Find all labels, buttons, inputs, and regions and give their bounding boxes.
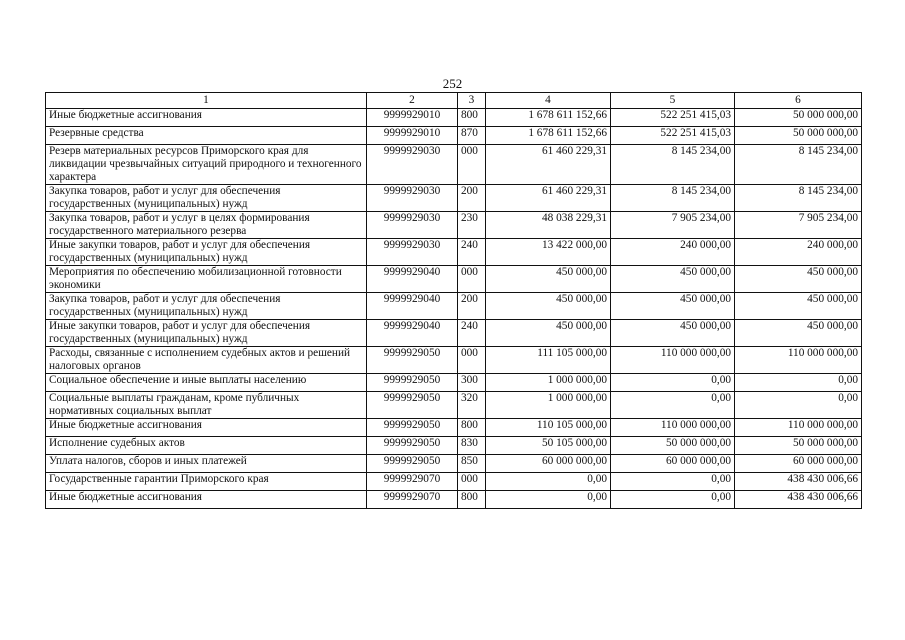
- header-row: [46, 93, 862, 109]
- amount-col4: 450 000,00: [486, 266, 611, 293]
- target-code: 9999929030: [367, 239, 458, 266]
- item-name: Социальные выплаты гражданам, кроме публичных нормативных социальных выплат: [46, 392, 367, 419]
- amount-col4: 60 000 000,00: [486, 455, 611, 473]
- amount-col6: 8 145 234,00: [735, 185, 862, 212]
- amount-col6: 110 000 000,00: [735, 419, 862, 437]
- amount-col6: 0,00: [735, 392, 862, 419]
- expense-type: 800: [458, 419, 486, 437]
- budget-table: [45, 92, 862, 509]
- amount-col5: 0,00: [611, 473, 735, 491]
- table-row: [46, 127, 862, 145]
- item-name: Иные бюджетные ассигнования: [46, 491, 367, 509]
- amount-col6: 240 000,00: [735, 239, 862, 266]
- item-name: Государственные гарантии Приморского края: [46, 473, 367, 491]
- item-name: Иные закупки товаров, работ и услуг для обеспечения государственных (муниципальных) нужд: [46, 239, 367, 266]
- column-header: 1: [46, 93, 367, 109]
- target-code: 9999929010: [367, 127, 458, 145]
- item-name: Закупка товаров, работ и услуг для обеспечения государственных (муниципальных) нужд: [46, 185, 367, 212]
- amount-col5: 110 000 000,00: [611, 419, 735, 437]
- amount-col5: 110 000 000,00: [611, 347, 735, 374]
- amount-col6: 438 430 006,66: [735, 473, 862, 491]
- expense-type: 000: [458, 473, 486, 491]
- expense-type: 800: [458, 491, 486, 509]
- amount-col5: 0,00: [611, 392, 735, 419]
- amount-col4: 450 000,00: [486, 293, 611, 320]
- expense-type: 300: [458, 374, 486, 392]
- amount-col5: 240 000,00: [611, 239, 735, 266]
- amount-col4: 61 460 229,31: [486, 185, 611, 212]
- amount-col5: 522 251 415,03: [611, 127, 735, 145]
- column-header: 5: [611, 93, 735, 109]
- expense-type: 240: [458, 239, 486, 266]
- amount-col5: 0,00: [611, 374, 735, 392]
- table-row: [46, 473, 862, 491]
- item-name: Закупка товаров, работ и услуг в целях формирования государственного материального резерва: [46, 212, 367, 239]
- amount-col5: 50 000 000,00: [611, 437, 735, 455]
- item-name: Иные бюджетные ассигнования: [46, 419, 367, 437]
- table-row: [46, 266, 862, 293]
- amount-col5: 522 251 415,03: [611, 109, 735, 127]
- amount-col6: 50 000 000,00: [735, 109, 862, 127]
- amount-col6: 8 145 234,00: [735, 145, 862, 185]
- table-row: [46, 145, 862, 185]
- target-code: 9999929070: [367, 491, 458, 509]
- amount-col6: 450 000,00: [735, 293, 862, 320]
- table-row: [46, 347, 862, 374]
- amount-col5: 450 000,00: [611, 293, 735, 320]
- target-code: 9999929050: [367, 374, 458, 392]
- target-code: 9999929040: [367, 266, 458, 293]
- target-code: 9999929050: [367, 455, 458, 473]
- table-row: [46, 491, 862, 509]
- amount-col5: 0,00: [611, 491, 735, 509]
- expense-type: 000: [458, 145, 486, 185]
- target-code: 9999929030: [367, 145, 458, 185]
- item-name: Иные бюджетные ассигнования: [46, 109, 367, 127]
- amount-col5: 8 145 234,00: [611, 185, 735, 212]
- table-row: [46, 109, 862, 127]
- amount-col6: 450 000,00: [735, 320, 862, 347]
- table-row: [46, 320, 862, 347]
- amount-col4: 450 000,00: [486, 320, 611, 347]
- item-name: Исполнение судебных актов: [46, 437, 367, 455]
- table-row: [46, 239, 862, 266]
- column-header: 4: [486, 93, 611, 109]
- amount-col4: 111 105 000,00: [486, 347, 611, 374]
- amount-col4: 1 678 611 152,66: [486, 109, 611, 127]
- table-row: [46, 455, 862, 473]
- expense-type: 850: [458, 455, 486, 473]
- amount-col6: 60 000 000,00: [735, 455, 862, 473]
- target-code: 9999929050: [367, 437, 458, 455]
- amount-col5: 450 000,00: [611, 320, 735, 347]
- amount-col5: 7 905 234,00: [611, 212, 735, 239]
- expense-type: 230: [458, 212, 486, 239]
- target-code: 9999929050: [367, 347, 458, 374]
- amount-col5: 8 145 234,00: [611, 145, 735, 185]
- column-header: 3: [458, 93, 486, 109]
- amount-col4: 48 038 229,31: [486, 212, 611, 239]
- expense-type: 200: [458, 185, 486, 212]
- expense-type: 800: [458, 109, 486, 127]
- table-row: [46, 437, 862, 455]
- amount-col6: 50 000 000,00: [735, 127, 862, 145]
- target-code: 9999929010: [367, 109, 458, 127]
- item-name: Резервные средства: [46, 127, 367, 145]
- target-code: 9999929070: [367, 473, 458, 491]
- table-row: [46, 374, 862, 392]
- table-row: [46, 185, 862, 212]
- amount-col4: 0,00: [486, 491, 611, 509]
- table-row: [46, 212, 862, 239]
- page-number: 252: [442, 76, 463, 91]
- item-name: Иные закупки товаров, работ и услуг для обеспечения государственных (муниципальных) нужд: [46, 320, 367, 347]
- target-code: 9999929030: [367, 212, 458, 239]
- item-name: Мероприятия по обеспечению мобилизационной готовности экономики: [46, 266, 367, 293]
- item-name: Уплата налогов, сборов и иных платежей: [46, 455, 367, 473]
- amount-col4: 13 422 000,00: [486, 239, 611, 266]
- amount-col6: 110 000 000,00: [735, 347, 862, 374]
- column-header: 6: [735, 93, 862, 109]
- amount-col4: 1 678 611 152,66: [486, 127, 611, 145]
- expense-type: 000: [458, 266, 486, 293]
- amount-col5: 60 000 000,00: [611, 455, 735, 473]
- expense-type: 830: [458, 437, 486, 455]
- item-name: Резерв материальных ресурсов Приморского края для ликвидации чрезвычайных ситуаций природного и техногенного характера: [46, 145, 367, 185]
- column-header: 2: [367, 93, 458, 109]
- amount-col6: 438 430 006,66: [735, 491, 862, 509]
- amount-col6: 50 000 000,00: [735, 437, 862, 455]
- amount-col4: 1 000 000,00: [486, 374, 611, 392]
- expense-type: 000: [458, 347, 486, 374]
- expense-type: 240: [458, 320, 486, 347]
- item-name: Расходы, связанные с исполнением судебных актов и решений налоговых органов: [46, 347, 367, 374]
- amount-col5: 450 000,00: [611, 266, 735, 293]
- amount-col4: 50 105 000,00: [486, 437, 611, 455]
- table-row: [46, 293, 862, 320]
- amount-col6: 0,00: [735, 374, 862, 392]
- amount-col4: 61 460 229,31: [486, 145, 611, 185]
- expense-type: 320: [458, 392, 486, 419]
- target-code: 9999929040: [367, 293, 458, 320]
- table-row: [46, 419, 862, 437]
- amount-col4: 0,00: [486, 473, 611, 491]
- item-name: Закупка товаров, работ и услуг для обеспечения государственных (муниципальных) нужд: [46, 293, 367, 320]
- target-code: 9999929050: [367, 392, 458, 419]
- expense-type: 870: [458, 127, 486, 145]
- amount-col4: 1 000 000,00: [486, 392, 611, 419]
- item-name: Социальное обеспечение и иные выплаты населению: [46, 374, 367, 392]
- amount-col6: 450 000,00: [735, 266, 862, 293]
- table-row: [46, 392, 862, 419]
- target-code: 9999929040: [367, 320, 458, 347]
- target-code: 9999929030: [367, 185, 458, 212]
- target-code: 9999929050: [367, 419, 458, 437]
- amount-col4: 110 105 000,00: [486, 419, 611, 437]
- amount-col6: 7 905 234,00: [735, 212, 862, 239]
- expense-type: 200: [458, 293, 486, 320]
